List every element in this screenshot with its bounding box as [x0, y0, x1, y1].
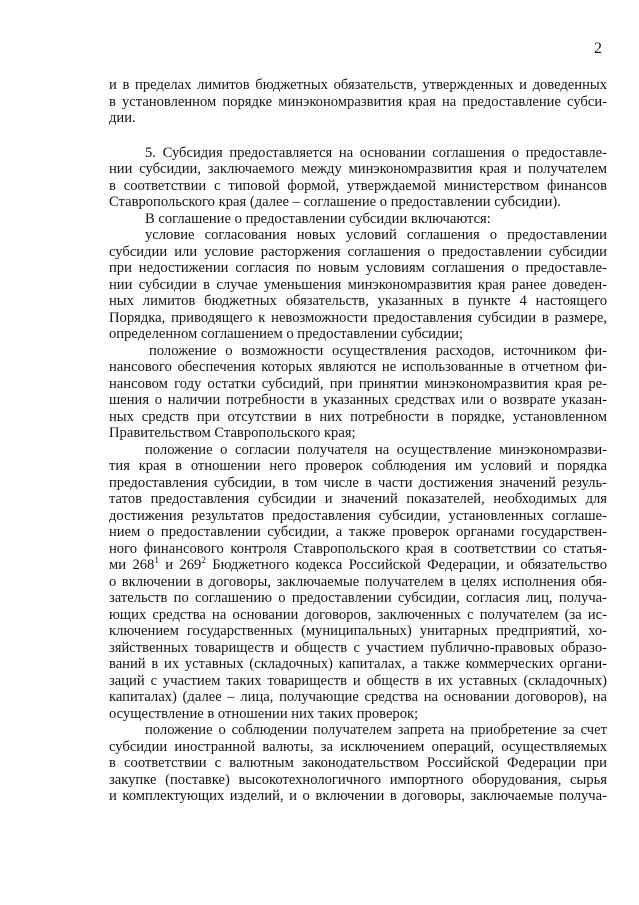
- text-line: предоставления субсидии, в том числе в части достижения значений резуль-: [109, 474, 607, 491]
- text-line: В соглашение о предоставлении субсидии включаются:: [145, 210, 491, 227]
- text-line: ющих средства на основании договоров, заключенных с получателем (за ис-: [109, 606, 607, 623]
- text-line: зяйственных товариществ и обществ с участием публично-правовых образо-: [109, 639, 607, 656]
- text-line: шения о наличии потребности в указанных средствах или о возврате указан-: [109, 392, 607, 408]
- text-line: нии субсидии, заключаемого между минэкономразвития края и получателем: [109, 161, 607, 177]
- text-line: Правительством Ставропольского края;: [109, 425, 356, 441]
- text-line: тия края в отношении него проверок соблюдения им условий и порядка: [109, 458, 607, 474]
- text-line: нансового обеспечения которых являются не использованные в отчетном фи-: [109, 359, 607, 375]
- text-line: заций с участием таких товариществ и обществ в их уставных (складочных): [109, 672, 607, 689]
- text-line: Ставропольского края (далее – соглашение о предоставлении субсидии).: [109, 194, 561, 210]
- footnote-superscript: 2: [201, 555, 206, 565]
- text-line: дии.: [109, 110, 136, 126]
- text-line: ных средств при отсутствии в них потребности в порядке, установленном: [109, 408, 607, 425]
- text-line: нии субсидии в случае уменьшения минэкономразвития края ранее доведен-: [109, 276, 607, 293]
- text-line: ми $268^1$ и $269^2$ Бюджетного кодекса Российской Федерации, и обязательство: [109, 555, 607, 573]
- text-line: положение о согласии получателя на осуществление минэкономразви-: [145, 441, 607, 458]
- text-line: субсидии или условие расторжения соглашения о предоставлении субсидии: [109, 243, 607, 260]
- text-line: осуществление в отношении них таких проверок;: [109, 705, 419, 722]
- text-line: субсидии иностранной валюты, за исключением операций, осуществляемых: [109, 738, 607, 755]
- text-line: 5. Субсидия предоставляется на основании соглашения о предоставле-: [145, 144, 607, 161]
- text-line: Порядка, приводящего к невозможности предоставления субсидии в размере,: [109, 309, 607, 326]
- text-line: капиталах) (далее – лица, получающие средства на основании договоров), на: [109, 689, 607, 705]
- text-line: нием о предоставлении субсидии, а также проверок органами государствен-: [109, 524, 607, 540]
- text-line: положение о возможности осуществления расходов, источником фи-: [149, 342, 607, 359]
- text-line: и комплектующих изделий, и о включении в договоры, заключаемые получа-: [109, 788, 607, 804]
- text-line: положение о соблюдении получателем запрета на приобретение за счет: [145, 722, 607, 738]
- paragraph-gap: [109, 127, 607, 145]
- text-line: нансовом году остатки субсидий, при принятии минэкономразвития края ре-: [109, 375, 607, 392]
- text-line: в установленном порядке минэкономразвития края на предоставление субси-: [109, 93, 607, 110]
- text-line: ных лимитов бюджетных обязательств, указанных в пункте 4 настоящего: [109, 293, 607, 309]
- text-line: в соответствии с типовой формой, утверждаемой министерством финансов: [109, 177, 607, 194]
- text-line: ключением государственных (муниципальных) унитарных предприятий, хо-: [109, 623, 607, 639]
- page-number: 2: [594, 40, 602, 57]
- footnote-superscript: 1: [154, 555, 159, 565]
- text-line: о включении в договоры, заключаемые получателем в целях исполнения обя-: [109, 573, 607, 590]
- text-line: ного финансового контроля Ставропольского края в соответствии со статья-: [109, 540, 607, 557]
- text-line: татов предоставления субсидии и значений показателей, необходимых для: [109, 491, 607, 507]
- text-line: ваний в их уставных (складочных) капиталах, а также коммерческих органи-: [109, 656, 607, 672]
- text-line: в соответствии с валютным законодательством Российской Федерации при: [109, 755, 607, 771]
- document-body: [109, 77, 607, 805]
- text-line: определенном соглашением о предоставлении субсидии;: [109, 326, 464, 342]
- text-line: зательств по соглашению о предоставлении субсидии, согласия лиц, получа-: [109, 590, 607, 606]
- text-line: при недостижении согласия по новым условиям соглашения о предоставле-: [109, 260, 607, 276]
- text-line: условие согласования новых условий соглашения о предоставлении: [145, 227, 607, 243]
- text-line: и в пределах лимитов бюджетных обязательств, утвержденных и доведенных: [109, 77, 607, 93]
- text-line: достижения результатов предоставления субсидии, установленных соглаше-: [109, 507, 607, 524]
- text-line: закупке (поставке) высокотехнологичного импортного оборудования, сырья: [109, 771, 607, 788]
